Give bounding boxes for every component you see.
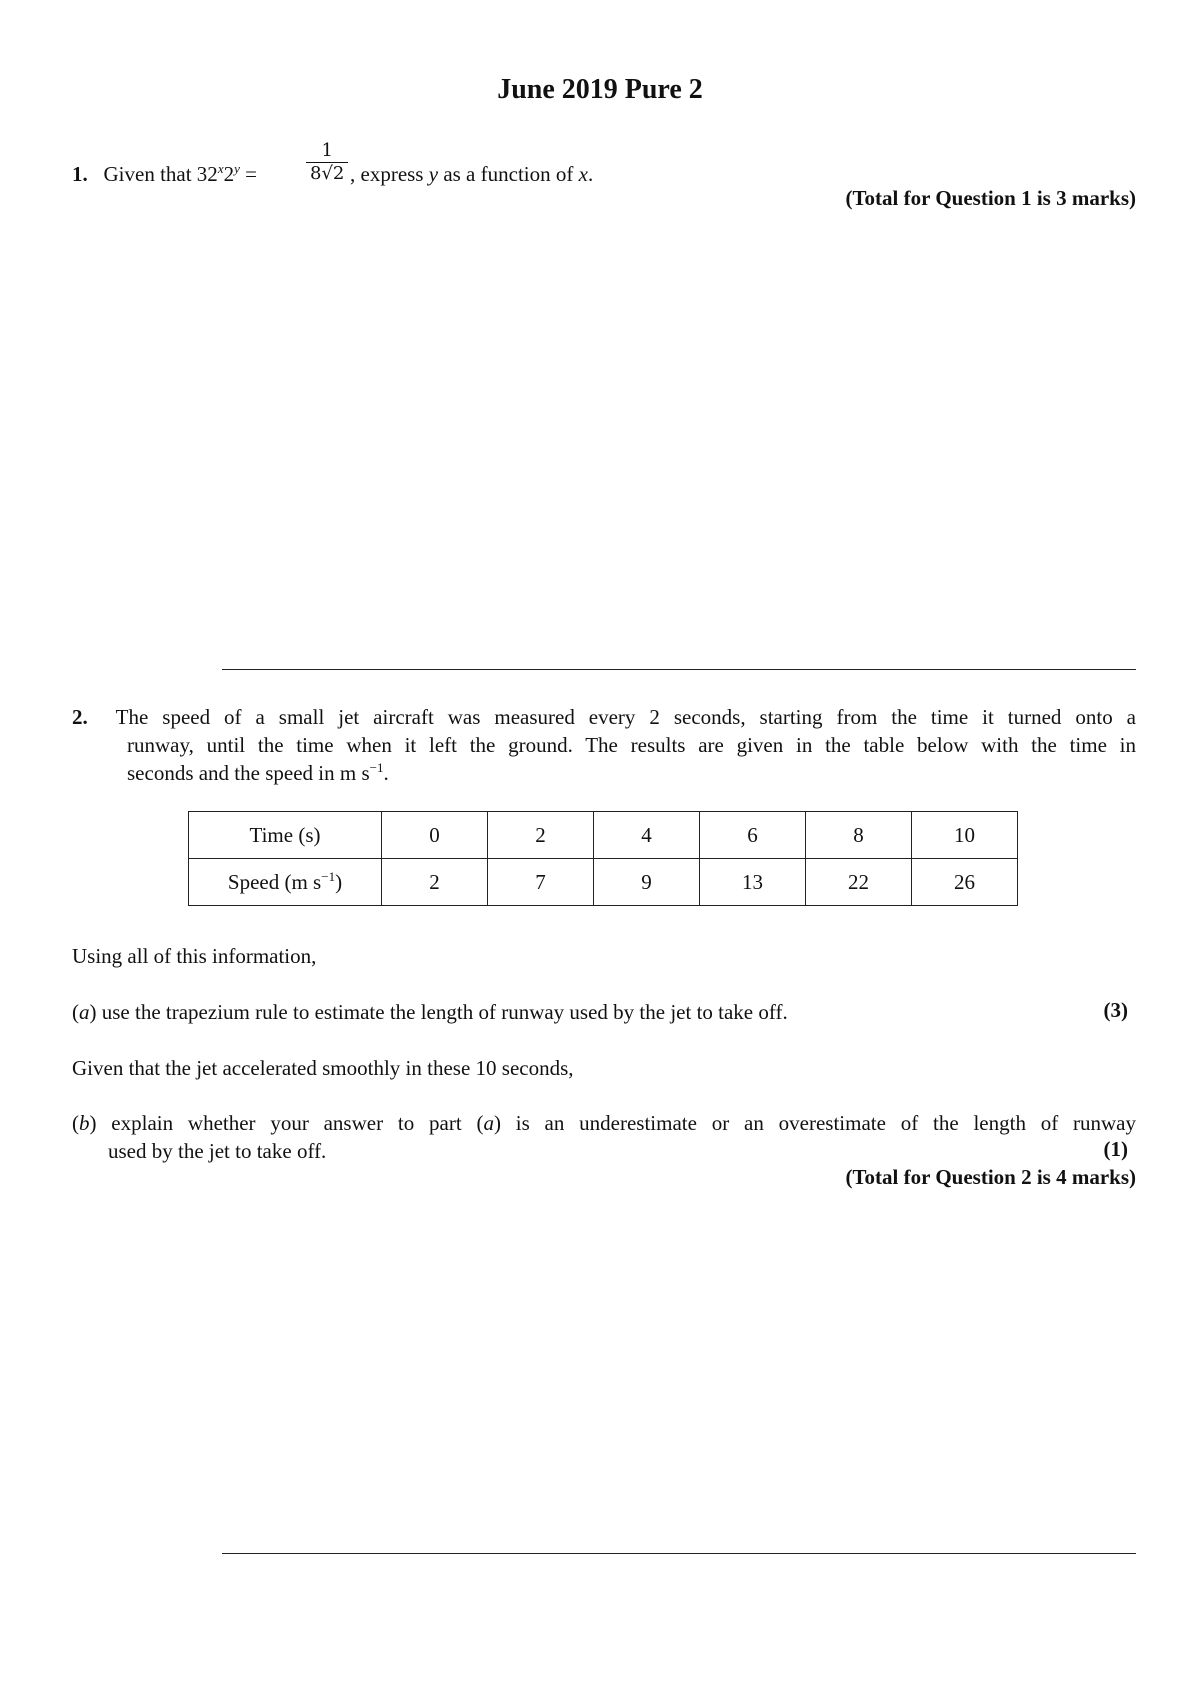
q2-total-marks: (Total for Question 2 is 4 marks) <box>845 1165 1136 1189</box>
part-a-marks: (3) <box>1103 998 1128 1022</box>
part-a-label: a <box>79 1000 90 1024</box>
speed-time-table <box>188 811 1018 906</box>
q2-part-b <box>72 1109 1136 1165</box>
q1-frac-denominator: 8√2 <box>310 163 345 184</box>
table-cell: 10 <box>912 812 1018 859</box>
table-header-time: Time (s) <box>189 812 382 859</box>
part-b-text-1: explain whether your answer to part ( <box>96 1111 484 1135</box>
q1-base2: 2 <box>223 162 235 186</box>
speed-header-close: ) <box>335 869 343 894</box>
part-a-text: use the trapezium rule to estimate the length of runway used by the jet to take off. <box>96 1000 788 1024</box>
q2-intro-line-1 <box>72 703 1136 731</box>
q2-intro-line-2: runway, until the time when it left the ground. The results are given in the table below with the time in <box>127 733 1136 757</box>
q2-intro-sup: −1 <box>369 760 384 775</box>
part-b-label: b <box>79 1111 90 1135</box>
question-1-number: 1. <box>72 162 88 186</box>
table-cell: 13 <box>700 859 806 906</box>
table-cell: 0 <box>382 812 488 859</box>
question-1 <box>72 160 257 188</box>
table-row-time <box>189 812 1018 859</box>
q1-var-y: y <box>428 162 439 186</box>
q1-exp-y: y <box>234 161 240 176</box>
table-cell: 22 <box>806 859 912 906</box>
table-cell: 4 <box>594 812 700 859</box>
speed-header-text: Speed (m s <box>227 869 322 894</box>
q1-var-x: x <box>578 162 588 186</box>
table-cell: 6 <box>700 812 806 859</box>
q1-total-marks: (Total for Question 1 is 3 marks) <box>845 186 1136 210</box>
question-2 <box>72 703 1136 787</box>
table-row-speed <box>189 859 1018 906</box>
q2-intro-text-3b: . <box>383 761 389 785</box>
q1-text-before: Given that 32 <box>103 162 218 186</box>
speed-header-sup: −1 <box>321 868 336 884</box>
table-cell: 2 <box>382 859 488 906</box>
q2-using-text: Using all of this information, <box>72 944 317 968</box>
answer-divider <box>222 1553 1136 1554</box>
table-cell: 2 <box>488 812 594 859</box>
q2-intro-line-3 <box>72 759 1136 787</box>
table-cell: 8 <box>806 812 912 859</box>
q1-text-tail <box>350 160 593 188</box>
part-b-line-1: (b) explain whether your answer to part (a) is an underestimate or an overestimate of the length of runway <box>72 1111 1136 1135</box>
q1-fraction <box>302 140 352 185</box>
table-cell: 7 <box>488 859 594 906</box>
part-b-line-2: used by the jet to take off. <box>108 1139 327 1163</box>
part-b-ref: a <box>483 1111 494 1135</box>
q2-intro-text-3a: seconds and the speed in m s <box>127 761 370 785</box>
table-cell: 26 <box>912 859 1018 906</box>
q2-part-a: (a) use the trapezium rule to estimate the length of runway used by the jet to take off. <box>72 1000 788 1024</box>
q1-end: . <box>587 162 594 186</box>
question-2-number: 2. <box>72 705 88 729</box>
answer-divider <box>222 669 1136 670</box>
q1-text-after: , express <box>350 162 429 186</box>
part-b-text-2: ) is an underestimate or an overestimate of the length of runway <box>493 1111 1136 1135</box>
page-title: June 2019 Pure 2 <box>497 74 703 105</box>
q1-exp-x: x <box>217 161 224 176</box>
table-header-speed <box>189 859 382 906</box>
q1-frac-numerator: 1 <box>306 140 348 163</box>
q1-equals: = <box>239 162 257 186</box>
part-b-marks: (1) <box>1103 1137 1128 1161</box>
q2-intro-text-1: The speed of a small jet aircraft was measured every 2 seconds, starting from the time it turned onto a <box>115 705 1136 729</box>
table-cell: 9 <box>594 859 700 906</box>
q1-text-mid: as a function of <box>438 162 579 186</box>
q2-given-text: Given that the jet accelerated smoothly in these 10 seconds, <box>72 1056 574 1080</box>
